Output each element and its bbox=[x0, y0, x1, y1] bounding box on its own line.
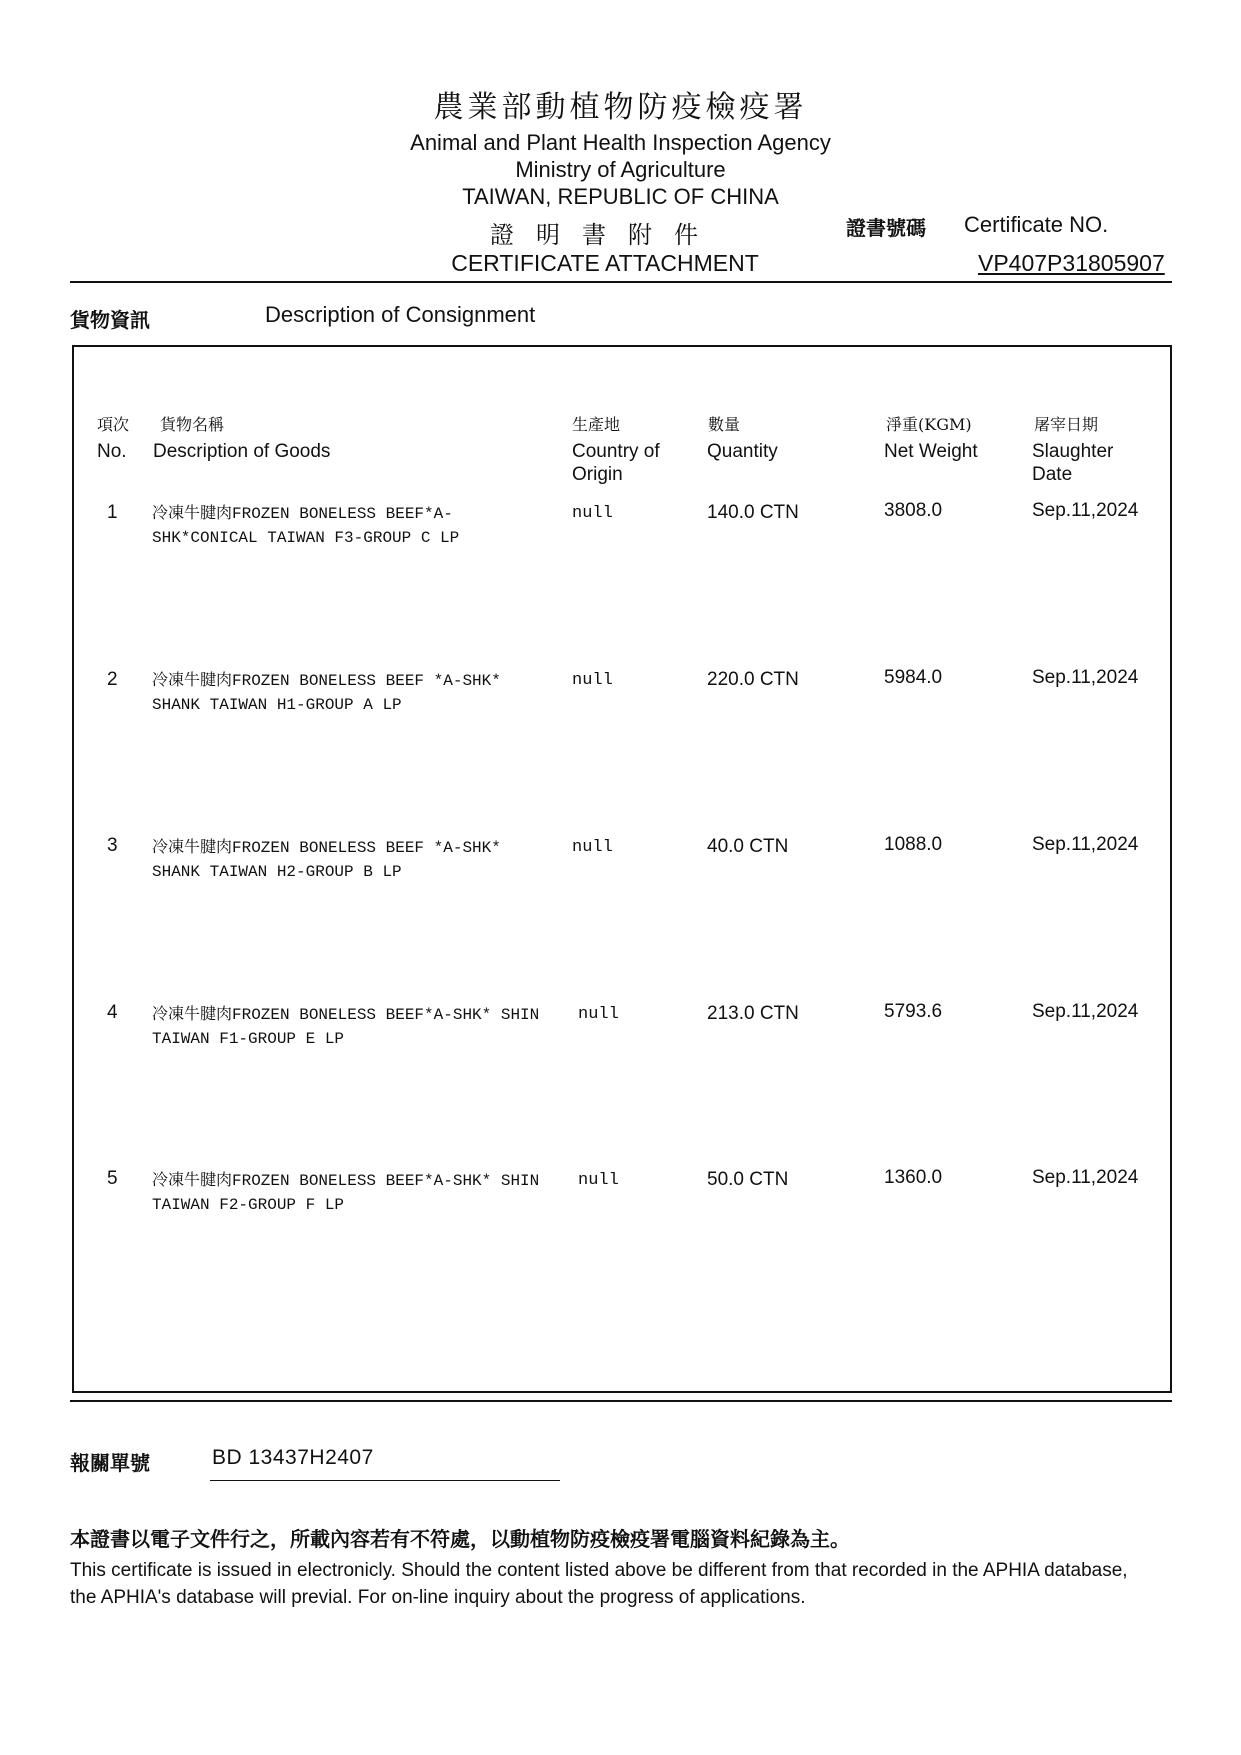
row-1-no: 1 bbox=[107, 502, 118, 523]
row-1-desc-line2: SHK*CONICAL TAIWAN F3-GROUP C LP bbox=[152, 529, 460, 547]
certificate-label-en: Certificate NO. bbox=[964, 212, 1109, 237]
col-header-date-zh: 屠宰日期 bbox=[1034, 415, 1099, 434]
row-1-quantity: 140.0 CTN bbox=[707, 502, 799, 523]
declaration-zh: 本證書以電子文件行之，所載內容若有不符處，以動植物防疫檢疫署電腦資料紀錄為主。 bbox=[70, 1527, 850, 1551]
row-5-no: 5 bbox=[107, 1168, 118, 1189]
col-header-qty-en: Quantity bbox=[707, 441, 778, 462]
col-header-no-zh: 項次 bbox=[97, 415, 130, 434]
col-header-origin-zh: 生產地 bbox=[572, 415, 621, 434]
col-header-weight-en: Net Weight bbox=[884, 441, 978, 462]
customs-entry-underline bbox=[210, 1480, 560, 1481]
col-header-qty-zh: 數量 bbox=[708, 415, 741, 434]
agency-name-zh: 農業部動植物防疫檢疫署 bbox=[433, 90, 808, 125]
row-4-date: Sep.11,2024 bbox=[1032, 1001, 1139, 1022]
row-5-quantity: 50.0 CTN bbox=[707, 1169, 789, 1190]
ministry-name: Ministry of Agriculture bbox=[515, 157, 726, 182]
row-5-weight: 1360.0 bbox=[884, 1167, 943, 1188]
row-2-origin: null bbox=[572, 671, 613, 690]
col-header-weight-zh: 淨重(KGM) bbox=[886, 415, 972, 434]
row-1-origin: null bbox=[572, 504, 613, 523]
customs-entry-number: BD 13437H2407 bbox=[212, 1446, 374, 1469]
row-3-origin: null bbox=[572, 838, 613, 857]
col-header-date-en: Slaughter Date bbox=[1032, 441, 1114, 485]
row-2-weight: 5984.0 bbox=[884, 667, 943, 688]
row-3-no: 3 bbox=[107, 835, 118, 856]
attachment-title-zh: 證明書附件 bbox=[490, 221, 720, 249]
row-2-no: 2 bbox=[107, 669, 118, 690]
row-2-date: Sep.11,2024 bbox=[1032, 667, 1139, 688]
row-5-origin: null bbox=[578, 1171, 619, 1190]
section-title-zh: 貨物資訊 bbox=[70, 308, 150, 332]
agency-name-en: Animal and Plant Health Inspection Agency bbox=[410, 130, 831, 155]
row-1-date: Sep.11,2024 bbox=[1032, 500, 1139, 521]
row-4-desc-line2: TAIWAN F1-GROUP E LP bbox=[152, 1030, 345, 1048]
row-4-weight: 5793.6 bbox=[884, 1001, 943, 1022]
country-name: TAIWAN, REPUBLIC OF CHINA bbox=[462, 184, 779, 209]
row-5-date: Sep.11,2024 bbox=[1032, 1167, 1139, 1188]
row-4-quantity: 213.0 CTN bbox=[707, 1003, 799, 1024]
row-4-no: 4 bbox=[107, 1002, 118, 1023]
row-2-desc-line1: 冷凍牛腱肉FROZEN BONELESS BEEF *A-SHK* bbox=[152, 672, 501, 690]
section-title-en: Description of Consignment bbox=[265, 302, 536, 327]
attachment-title-en: CERTIFICATE ATTACHMENT bbox=[451, 250, 759, 276]
row-3-quantity: 40.0 CTN bbox=[707, 836, 789, 857]
row-5-desc-line1: 冷凍牛腱肉FROZEN BONELESS BEEF*A-SHK* SHIN bbox=[152, 1172, 540, 1190]
row-3-desc-line2: SHANK TAIWAN H2-GROUP B LP bbox=[152, 863, 402, 881]
customs-entry-label: 報關單號 bbox=[70, 1451, 150, 1475]
row-2-quantity: 220.0 CTN bbox=[707, 669, 799, 690]
col-header-desc-zh: 貨物名稱 bbox=[160, 415, 225, 434]
row-3-date: Sep.11,2024 bbox=[1032, 834, 1139, 855]
row-4-desc-line1: 冷凍牛腱肉FROZEN BONELESS BEEF*A-SHK* SHIN bbox=[152, 1006, 540, 1024]
row-2-desc-line2: SHANK TAIWAN H1-GROUP A LP bbox=[152, 696, 402, 714]
declaration-en: This certificate is issued in electronicly. Should the content listed above be different from that recorded in the APHIA database, the APHIA's database will previal. For on-line inquiry about the progress of applications. bbox=[70, 1560, 1128, 1608]
header-divider bbox=[70, 281, 1172, 283]
row-3-desc-line1: 冷凍牛腱肉FROZEN BONELESS BEEF *A-SHK* bbox=[152, 839, 501, 857]
certificate-number: VP407P31805907 bbox=[978, 250, 1165, 276]
col-header-origin-en: Country of Origin bbox=[572, 441, 660, 485]
certificate-label-zh: 證書號碼 bbox=[846, 216, 926, 240]
row-3-weight: 1088.0 bbox=[884, 834, 943, 855]
row-1-weight: 3808.0 bbox=[884, 500, 943, 521]
col-header-no-en: No. bbox=[97, 441, 127, 462]
col-header-desc-en: Description of Goods bbox=[153, 441, 331, 462]
row-4-origin: null bbox=[578, 1005, 619, 1024]
row-5-desc-line2: TAIWAN F2-GROUP F LP bbox=[152, 1196, 345, 1214]
table-bottom-rule bbox=[70, 1400, 1172, 1402]
row-1-desc-line1: 冷凍牛腱肉FROZEN BONELESS BEEF*A- bbox=[152, 505, 453, 523]
